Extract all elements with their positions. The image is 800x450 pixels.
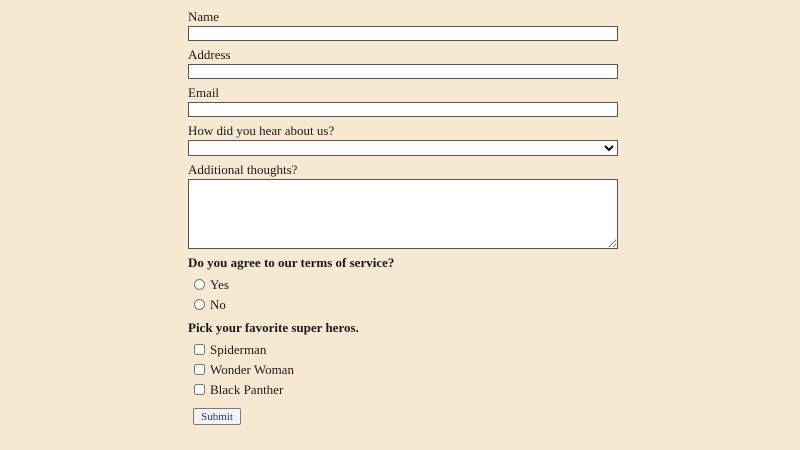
name-field[interactable] bbox=[188, 26, 618, 41]
checkbox-option-spiderman[interactable] bbox=[188, 340, 628, 359]
wonder-woman-checkbox[interactable] bbox=[194, 364, 205, 375]
radio-option-no[interactable] bbox=[188, 295, 628, 314]
name-label: Name bbox=[188, 9, 220, 24]
additional-thoughts-textarea[interactable] bbox=[188, 179, 618, 249]
terms-yes-label: Yes bbox=[210, 276, 229, 292]
black-panther-label: Black Panther bbox=[210, 381, 284, 397]
terms-yes-radio[interactable] bbox=[194, 279, 205, 290]
checkbox-option-black-panther[interactable] bbox=[188, 380, 628, 399]
black-panther-checkbox[interactable] bbox=[194, 384, 205, 395]
radio-option-yes[interactable] bbox=[188, 275, 628, 294]
email-label: Email bbox=[188, 85, 220, 100]
submit-button[interactable]: Submit bbox=[193, 408, 241, 425]
survey-form bbox=[188, 8, 628, 425]
spiderman-checkbox[interactable] bbox=[194, 344, 205, 355]
wonder-woman-label: Wonder Woman bbox=[210, 361, 294, 377]
checkbox-option-wonder-woman[interactable] bbox=[188, 360, 628, 379]
email-field[interactable] bbox=[188, 102, 618, 117]
superhero-question-title: Pick your favorite super heros. bbox=[188, 320, 359, 335]
referral-source-select[interactable] bbox=[188, 140, 618, 156]
terms-question-title: Do you agree to our terms of service? bbox=[188, 255, 395, 270]
referral-source-label: How did you hear about us? bbox=[188, 123, 335, 138]
address-label: Address bbox=[188, 47, 231, 62]
terms-no-radio[interactable] bbox=[194, 299, 205, 310]
additional-thoughts-label: Additional thoughts? bbox=[188, 162, 298, 177]
address-field[interactable] bbox=[188, 64, 618, 79]
spiderman-label: Spiderman bbox=[210, 341, 267, 357]
terms-no-label: No bbox=[210, 296, 226, 312]
